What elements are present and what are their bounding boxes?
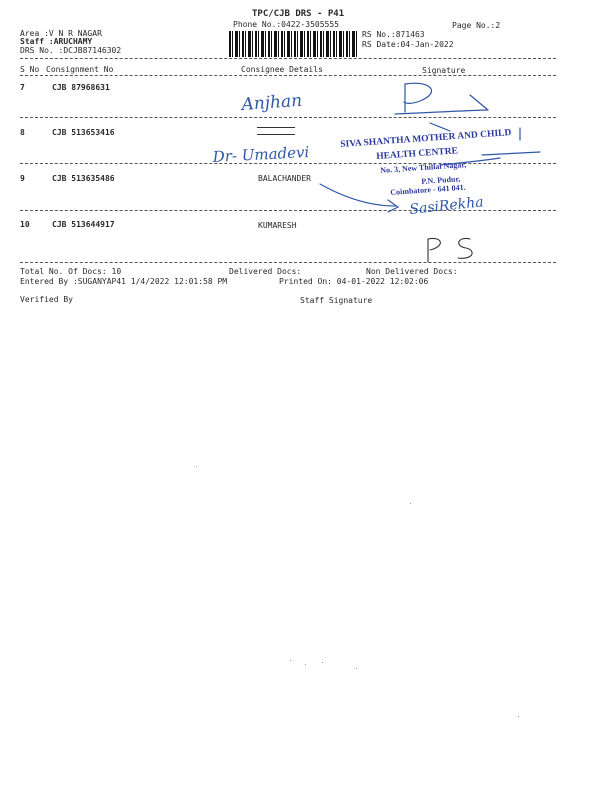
signature-row9: SasiRekha	[408, 194, 485, 218]
scan-speck	[356, 668, 357, 669]
row-sno: 9	[20, 174, 25, 183]
stamp-line: SIVA SHANTHA MOTHER AND CHILD	[340, 128, 512, 150]
document-title: TPC/CJB DRS - P41	[252, 9, 345, 19]
scan-speck	[196, 466, 197, 467]
drs-number: DRS No. :DCJB87146302	[20, 46, 122, 55]
column-consignee: Consignee Details	[241, 65, 323, 74]
rs-number: RS No.:871463	[362, 30, 425, 39]
row-sno: 10	[20, 220, 30, 229]
signature-stroke	[482, 152, 540, 155]
stamp-line: Coimbatore - 641 041.	[390, 182, 466, 197]
rs-date: RS Date:04-Jan-2022	[362, 40, 454, 49]
stamp-line: No. 3, New Thillai Nagar,	[380, 159, 467, 175]
column-signature: Signature	[422, 66, 466, 75]
row-consignment: CJB 513635486	[52, 174, 115, 183]
row-consignment: CJB 513653416	[52, 128, 115, 137]
stamp-line: P.N. Pudur,	[421, 174, 461, 186]
entered-by: Entered By :SUGANYAP41 1/4/2022 12:01:58 PM	[20, 277, 228, 286]
row-consignee: BALACHANDER	[258, 174, 311, 183]
non-delivered-docs: Non Delivered Docs:	[366, 267, 458, 276]
signature-stroke	[428, 238, 440, 250]
scan-speck	[322, 662, 323, 663]
stamp-line: HEALTH CENTRE	[376, 146, 459, 162]
row-sno: 7	[20, 83, 25, 92]
row-consignment: CJB 513644917	[52, 220, 115, 229]
row-sno: 8	[20, 128, 25, 137]
signature-row7: Anjhan	[240, 90, 303, 115]
signature-stroke	[320, 184, 395, 206]
signature-row8: Dr- Umadevi	[212, 142, 310, 166]
verified-by: Verified By	[20, 295, 73, 304]
signature-stroke	[395, 110, 488, 114]
signature-stroke	[430, 123, 450, 131]
row-consignment: CJB 87968631	[52, 83, 110, 92]
page-number: Page No.:2	[452, 21, 501, 30]
staff-signature-label: Staff Signature	[300, 296, 373, 305]
signatures-layer	[0, 0, 600, 300]
staff-name: Staff :ARUCHAMY	[20, 37, 93, 46]
phone-number: Phone No.:0422-3505555	[233, 20, 339, 29]
row-consignee: KUMARESH	[258, 221, 297, 230]
signature-stroke	[470, 95, 488, 110]
scan-speck	[410, 503, 411, 504]
area: Area :V N R NAGAR	[20, 29, 102, 38]
scan-speck	[290, 660, 291, 661]
column-consignment: Consignment No	[46, 65, 114, 74]
total-docs: Total No. Of Docs: 10	[20, 267, 122, 276]
scan-speck	[518, 716, 519, 717]
column-sno: S No	[20, 65, 40, 74]
printed-on: Printed On: 04-01-2022 12:02:06	[279, 277, 429, 286]
scan-speck	[305, 664, 306, 665]
delivered-docs: Delivered Docs:	[229, 267, 302, 276]
signature-stroke	[404, 83, 432, 103]
signature-stroke	[458, 238, 472, 258]
